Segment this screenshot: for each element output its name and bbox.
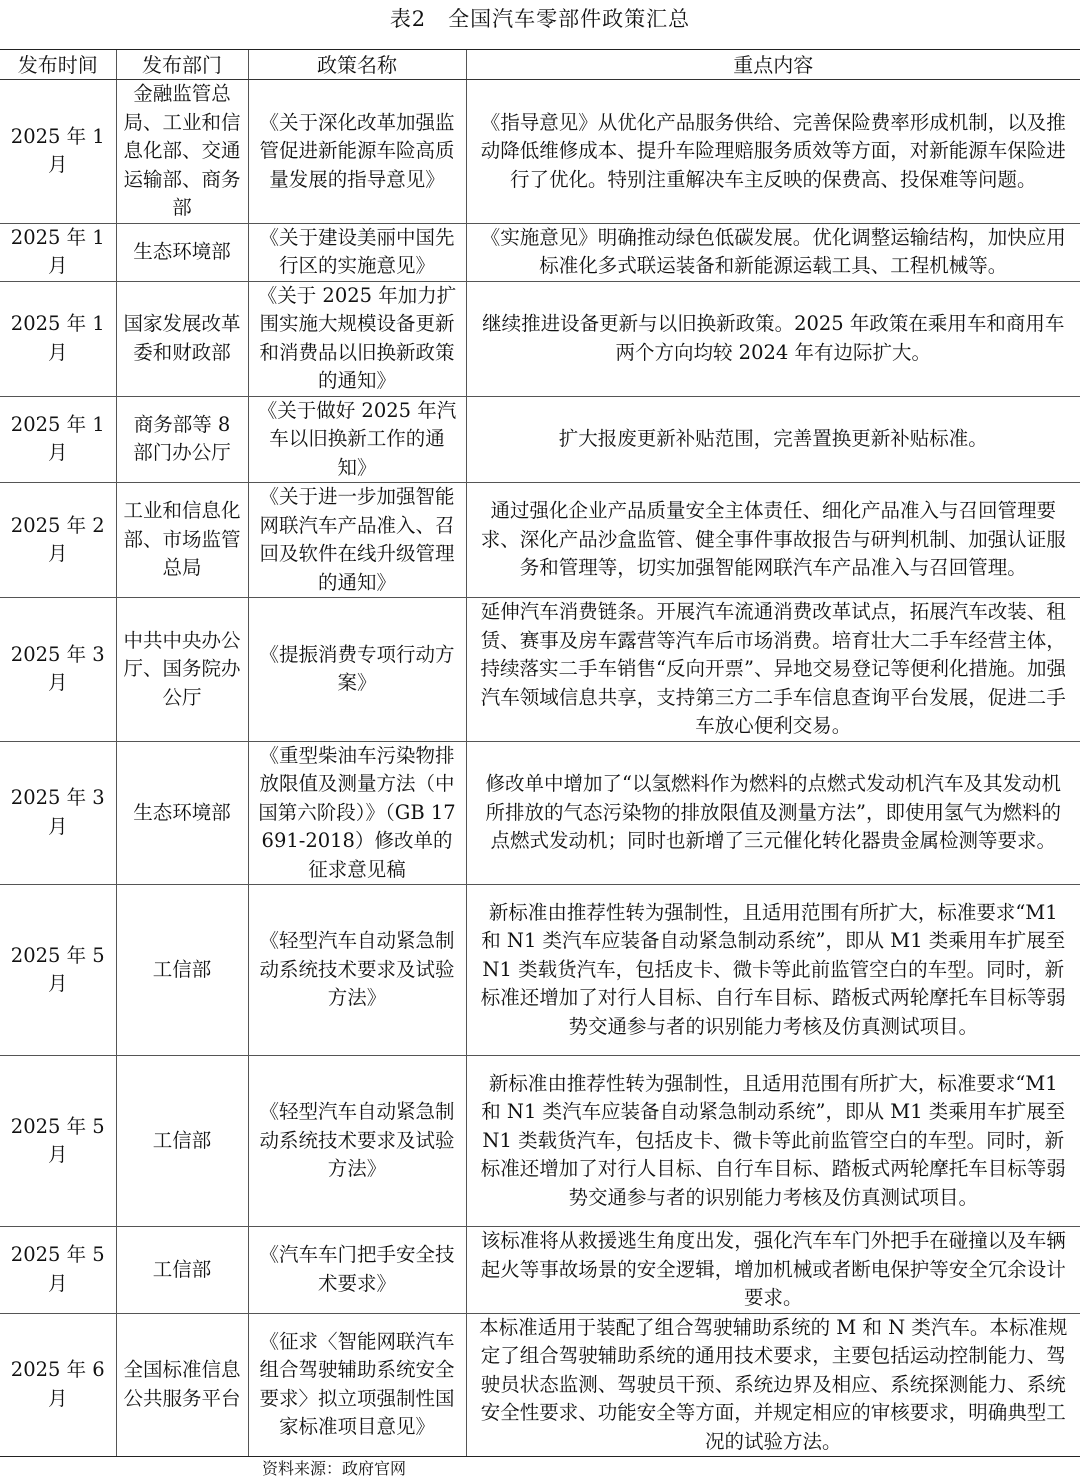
- cell-key-content: 扩大报废更新补贴范围，完善置换更新补贴标准。: [466, 396, 1080, 483]
- cell-department: 中共中央办公厅、国务院办公厅: [116, 598, 248, 742]
- table-row: [0, 598, 1080, 742]
- cell-key-content: 《指导意见》从优化产品服务供给、完善保险费率形成机制，以及推动降低维修成本、提升车险理赔服务质效等方面，对新能源车保险进行了优化。特别注重解决车主反映的保费高、投保难等问题。: [466, 80, 1080, 224]
- header-key-content: 重点内容: [466, 50, 1080, 80]
- cell-key-content: 新标准由推荐性转为强制性，且适用范围有所扩大，标准要求“M1 和 N1 类汽车应装备自动紧急制动系统”，即从 M1 类乘用车扩展至 N1 类载货汽车，包括皮卡、微卡等此前监管空白的车型。同时，新标准还增加了对行人目标、自行车目标、踏板式两轮摩托车目标等弱势交通参与者的识别能力考核及仿真测试项目。: [466, 1056, 1080, 1227]
- cell-time: 2025 年 5 月: [0, 1227, 116, 1314]
- table-header: [0, 50, 1080, 80]
- cell-key-content: 本标准适用于装配了组合驾驶辅助系统的 M 和 N 类汽车。本标准规定了组合驾驶辅助系统的通用技术要求，主要包括运动控制能力、驾驶员状态监测、驾驶员干预、系统边界及相应、系统探测能力、系统安全性要求、功能安全等方面，并规定相应的审核要求，明确典型工况的试验方法。: [466, 1313, 1080, 1457]
- table-row: [0, 281, 1080, 396]
- table-row: [0, 1056, 1080, 1227]
- cell-policy-name: 《征求〈智能网联汽车 组合驾驶辅助系统安全要求〉拟立项强制性国家标准项目意见》: [248, 1313, 466, 1457]
- cell-time: 2025 年 1 月: [0, 281, 116, 396]
- cell-policy-name: 《关于做好 2025 年汽车以旧换新工作的通知》: [248, 396, 466, 483]
- table-row: [0, 396, 1080, 483]
- cell-department: 工信部: [116, 1056, 248, 1227]
- cell-department: 生态环境部: [116, 741, 248, 885]
- cell-key-content: 通过强化企业产品质量安全主体责任、细化产品准入与召回管理要求、深化产品沙盒监管、健全事件事故报告与研判机制、加强认证服务和管理等，切实加强智能网联汽车产品准入与召回管理。: [466, 483, 1080, 598]
- cell-key-content: 新标准由推荐性转为强制性，且适用范围有所扩大，标准要求“M1 和 N1 类汽车应装备自动紧急制动系统”，即从 M1 类乘用车扩展至 N1 类载货汽车，包括皮卡、微卡等此前监管空白的车型。同时，新标准还增加了对行人目标、自行车目标、踏板式两轮摩托车目标等弱势交通参与者的识别能力考核及仿真测试项目。: [466, 885, 1080, 1056]
- cell-time: 2025 年 5 月: [0, 1056, 116, 1227]
- cell-time: 2025 年 6 月: [0, 1313, 116, 1457]
- cell-policy-name: 《轻型汽车自动紧急制动系统技术要求及试验方法》: [248, 1056, 466, 1227]
- cell-time: 2025 年 3 月: [0, 741, 116, 885]
- cell-policy-name: 《提振消费专项行动方案》: [248, 598, 466, 742]
- cell-department: 工信部: [116, 885, 248, 1056]
- table-title: 表2 全国汽车零部件政策汇总: [389, 7, 691, 31]
- table-row: [0, 80, 1080, 224]
- header-policy-name: 政策名称: [248, 50, 466, 80]
- cell-policy-name: 《关于深化改革加强监管促进新能源车险高质量发展的指导意见》: [248, 80, 466, 224]
- cell-time: 2025 年 1 月: [0, 80, 116, 224]
- cell-key-content: 延伸汽车消费链条。开展汽车流通消费改革试点，拓展汽车改装、租赁、赛事及房车露营等汽车后市场消费。培育壮大二手车经营主体，持续落实二手车销售“反向开票”、异地交易登记等便利化措施。加强汽车领域信息共享，支持第三方二手车信息查询平台发展，促进二手车放心便利交易。: [466, 598, 1080, 742]
- cell-policy-name: 《关于进一步加强智能网联汽车产品准入、召回及软件在线升级管理的通知》: [248, 483, 466, 598]
- policy-table: [0, 49, 1080, 1457]
- cell-key-content: 修改单中增加了“以氢燃料作为燃料的点燃式发动机汽车及其发动机所排放的气态污染物的排放限值及测量方法”，即使用氢气为燃料的点燃式发动机；同时也新增了三元催化转化器贵金属检测等要求。: [466, 741, 1080, 885]
- header-time: 发布时间: [0, 50, 116, 80]
- cell-department: 全国标准信息公共服务平台: [116, 1313, 248, 1457]
- table-row: [0, 885, 1080, 1056]
- cell-time: 2025 年 1 月: [0, 223, 116, 281]
- table-row: [0, 1227, 1080, 1314]
- source-note: 资料来源：政府官网: [262, 1459, 407, 1478]
- cell-policy-name: 《汽车车门把手安全技术要求》: [248, 1227, 466, 1314]
- table-row: [0, 741, 1080, 885]
- cell-department: 生态环境部: [116, 223, 248, 281]
- table-row: [0, 223, 1080, 281]
- cell-time: 2025 年 3 月: [0, 598, 116, 742]
- cell-policy-name: 《重型柴油车污染物排放限值及测量方法（中国第六阶段）》（GB 17691-2018）修改单的征求意见稿: [248, 741, 466, 885]
- cell-policy-name: 《关于建设美丽中国先行区的实施意见》: [248, 223, 466, 281]
- cell-time: 2025 年 5 月: [0, 885, 116, 1056]
- cell-department: 金融监管总局、工业和信息化部、交通运输部、商务部: [116, 80, 248, 224]
- cell-department: 国家发展改革委和财政部: [116, 281, 248, 396]
- cell-policy-name: 《轻型汽车自动紧急制动系统技术要求及试验方法》: [248, 885, 466, 1056]
- cell-key-content: 继续推进设备更新与以旧换新政策。2025 年政策在乘用车和商用车两个方向均较 2024 年有边际扩大。: [466, 281, 1080, 396]
- cell-key-content: 该标准将从救援逃生角度出发，强化汽车车门外把手在碰撞以及车辆起火等事故场景的安全逻辑，增加机械或者断电保护等安全冗余设计要求。: [466, 1227, 1080, 1314]
- cell-department: 商务部等 8 部门办公厅: [116, 396, 248, 483]
- cell-time: 2025 年 2 月: [0, 483, 116, 598]
- table-body: [0, 80, 1080, 1457]
- cell-department: 工业和信息化部、市场监管总局: [116, 483, 248, 598]
- cell-department: 工信部: [116, 1227, 248, 1314]
- cell-key-content: 《实施意见》明确推动绿色低碳发展。优化调整运输结构，加快应用标准化多式联运装备和新能源运载工具、工程机械等。: [466, 223, 1080, 281]
- cell-policy-name: 《关于 2025 年加力扩围实施大规模设备更新和消费品以旧换新政策的通知》: [248, 281, 466, 396]
- table-row: [0, 1313, 1080, 1457]
- table-row: [0, 483, 1080, 598]
- header-department: 发布部门: [116, 50, 248, 80]
- cell-time: 2025 年 1 月: [0, 396, 116, 483]
